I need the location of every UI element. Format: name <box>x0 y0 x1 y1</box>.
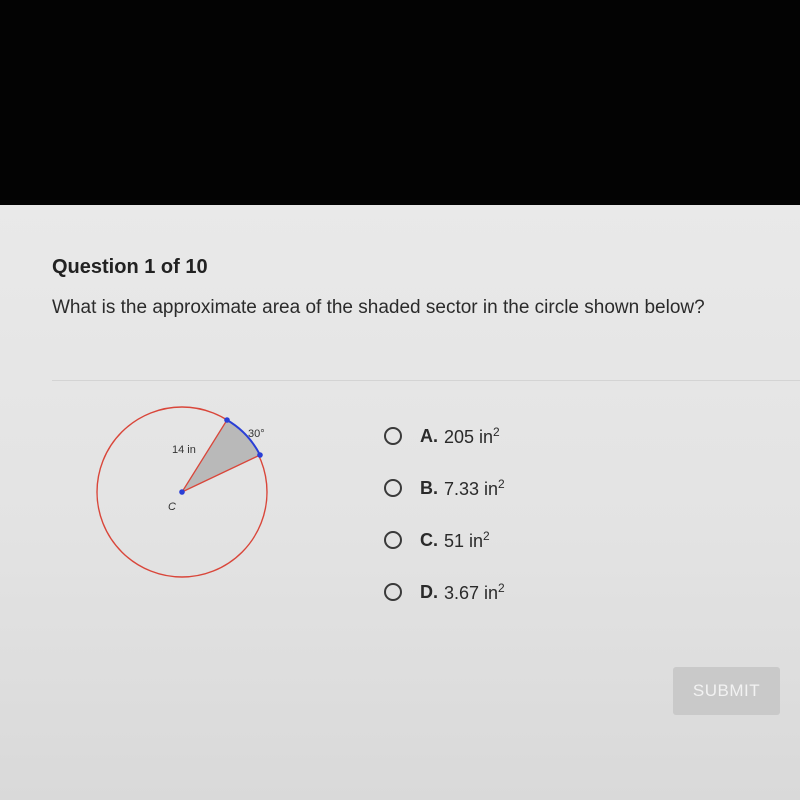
arc-point-top <box>224 417 230 423</box>
divider <box>52 380 800 381</box>
answer-options <box>384 421 505 629</box>
answer-letter: D. <box>420 581 438 602</box>
question-number: Question 1 of 10 <box>52 256 208 278</box>
answer-option-d[interactable] <box>384 577 505 607</box>
dark-background <box>0 0 800 205</box>
answer-letter: B. <box>420 477 438 498</box>
angle-label: 30° <box>248 428 265 440</box>
arc-point-right <box>257 452 263 458</box>
radius-label: 14 in <box>172 444 196 456</box>
answer-option-a[interactable] <box>384 421 505 451</box>
question-text: What is the approximate area of the shaded sector in the circle shown below? <box>52 297 705 318</box>
sector-figure <box>80 395 290 585</box>
answer-text: 3.67 $in^2$ <box>444 580 505 603</box>
center-label: C <box>168 501 176 513</box>
answer-letter: C. <box>420 529 438 550</box>
answer-text: 205 $in^2$ <box>444 424 500 447</box>
center-point <box>179 489 185 495</box>
radio-button-d[interactable] <box>384 583 402 601</box>
radio-button-c[interactable] <box>384 531 402 549</box>
quiz-panel <box>0 205 800 800</box>
answer-option-b[interactable] <box>384 473 505 503</box>
answer-text: 7.33 $in^2$ <box>444 476 505 499</box>
answer-option-c[interactable] <box>384 525 505 555</box>
answer-text: 51 $in^2$ <box>444 528 490 551</box>
submit-button[interactable]: SUBMIT <box>673 667 780 715</box>
radio-button-a[interactable] <box>384 427 402 445</box>
radio-button-b[interactable] <box>384 479 402 497</box>
answer-letter: A. <box>420 425 438 446</box>
